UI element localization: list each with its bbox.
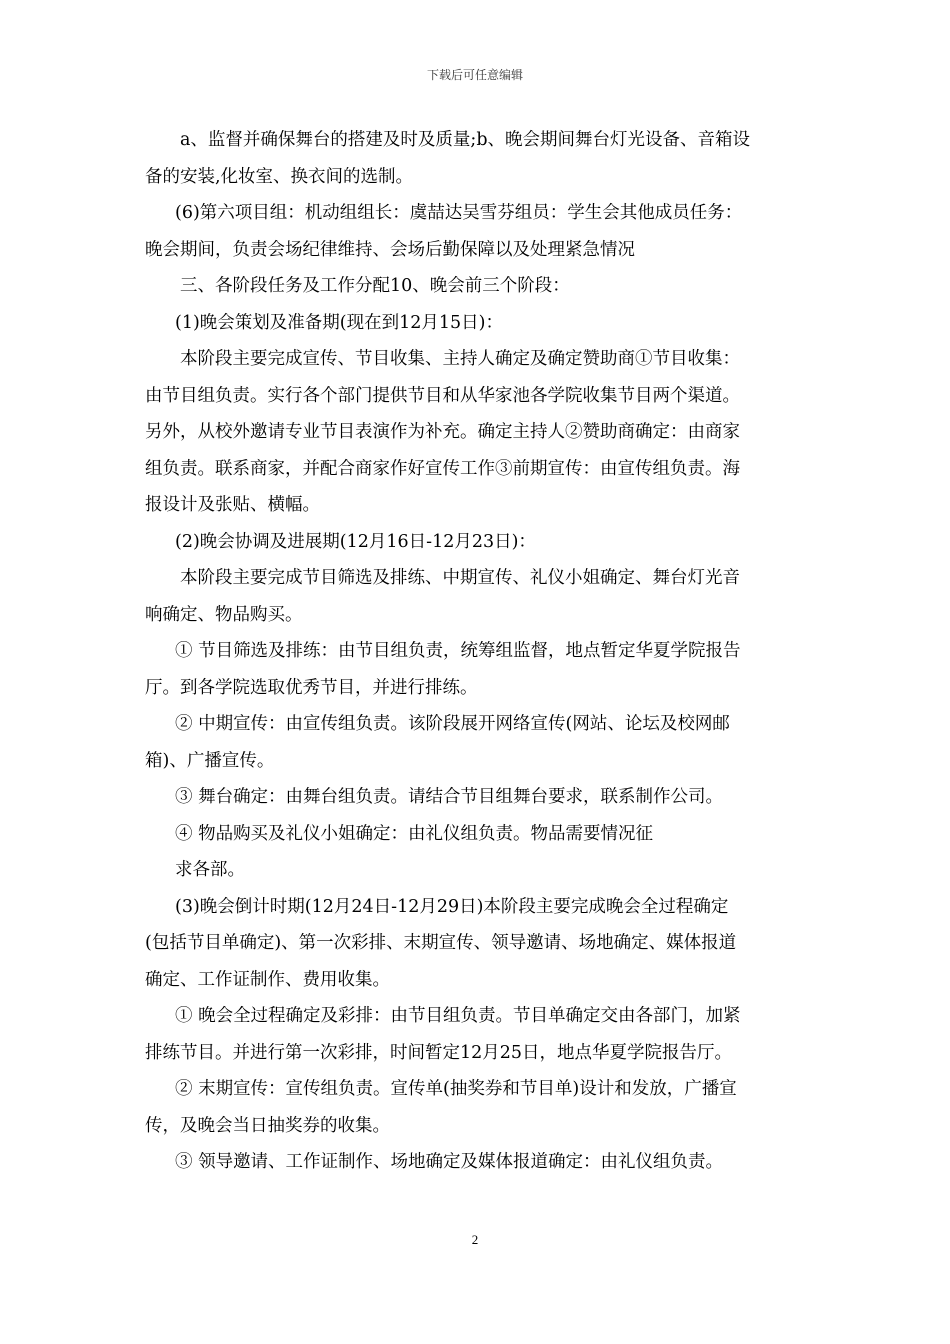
text-line: 求各部。 — [175, 860, 245, 880]
list-item: ① 晚会全过程确定及彩排：由节目组负责。节目单确定交由各部门，加紧 — [175, 1006, 741, 1026]
list-item: ④ 物品购买及礼仪小姐确定：由礼仪组负责。物品需要情况征 — [175, 823, 654, 844]
text-line: (6)第六项目组：机动组组长：虞喆达吴雪芬组员：学生会其他成员任务： — [175, 203, 743, 223]
text-line: 响确定、物品购买。 — [145, 604, 303, 625]
text-line: 由节目组负责。实行各个部门提供节目和从华家池各学院收集节目两个渠道。 — [145, 385, 740, 406]
list-item: ① 节目筛选及排练：由节目组负责，统筹组监督，地点暂定华夏学院报告 — [175, 641, 741, 661]
subsection-heading: (2)晚会协调及进展期(12月16日-12月23日)： — [175, 531, 536, 552]
page-number: 2 — [471, 1232, 479, 1247]
text-line: a、监督并确保舞台的搭建及时及质量;b、晚会期间舞台灯光设备、音箱设 — [180, 130, 751, 150]
document-body — [145, 122, 813, 1181]
text-line: 传，及晚会当日抽奖券的收集。 — [145, 1115, 390, 1136]
text-line: 备的安装,化妆室、换衣间的选制。 — [145, 166, 414, 187]
list-item: ② 末期宣传：宣传组负责。宣传单(抽奖券和节目单)设计和发放，广播宣 — [175, 1079, 737, 1099]
text-line: 另外，从校外邀请专业节目表演作为补充。确定主持人②赞助商确定：由商家 — [145, 422, 740, 442]
page-header: 下载后可任意编辑 — [426, 68, 523, 82]
text-line: 厅。到各学院选取优秀节目，并进行排练。 — [145, 677, 478, 698]
text-line: 箱)、广播宣传。 — [145, 750, 275, 771]
section-heading: 三、各阶段任务及工作分配10、晚会前三个阶段： — [180, 276, 570, 296]
text-line: 报设计及张贴、横幅。 — [145, 495, 320, 515]
text-line: 本阶段主要完成宣传、节目收集、主持人确定及确定赞助商①节目收集： — [180, 349, 740, 369]
list-item: ② 中期宣传：由宣传组负责。该阶段展开网络宣传(网站、论坛及校网邮 — [175, 714, 730, 734]
subsection-heading: (3)晚会倒计时期(12月24日-12月29日)本阶段主要完成晚会全过程确定 — [175, 896, 729, 917]
text-line: 确定、工作证制作、费用收集。 — [145, 969, 390, 990]
text-line: 排练节目。并进行第一次彩排，时间暂定12月25日，地点华夏学院报告厅。 — [145, 1042, 733, 1063]
subsection-heading: (1)晚会策划及准备期(现在到12月15日)： — [175, 312, 503, 333]
text-line: 组负责。联系商家，并配合商家作好宣传工作③前期宣传：由宣传组负责。海 — [145, 458, 740, 479]
text-line: 晚会期间，负责会场纪律维持、会场后勤保障以及处理紧急情况 — [145, 239, 635, 260]
text-line: (包括节目单确定)、第一次彩排、末期宣传、领导邀请、场地确定、媒体报道 — [145, 933, 737, 953]
text-line: 本阶段主要完成节目筛选及排练、中期宣传、礼仪小姐确定、舞台灯光音 — [180, 568, 740, 588]
list-item: ③ 领导邀请、工作证制作、场地确定及媒体报道确定：由礼仪组负责。 — [175, 1152, 724, 1172]
list-item: ③ 舞台确定：由舞台组负责。请结合节目组舞台要求，联系制作公司。 — [175, 787, 724, 807]
